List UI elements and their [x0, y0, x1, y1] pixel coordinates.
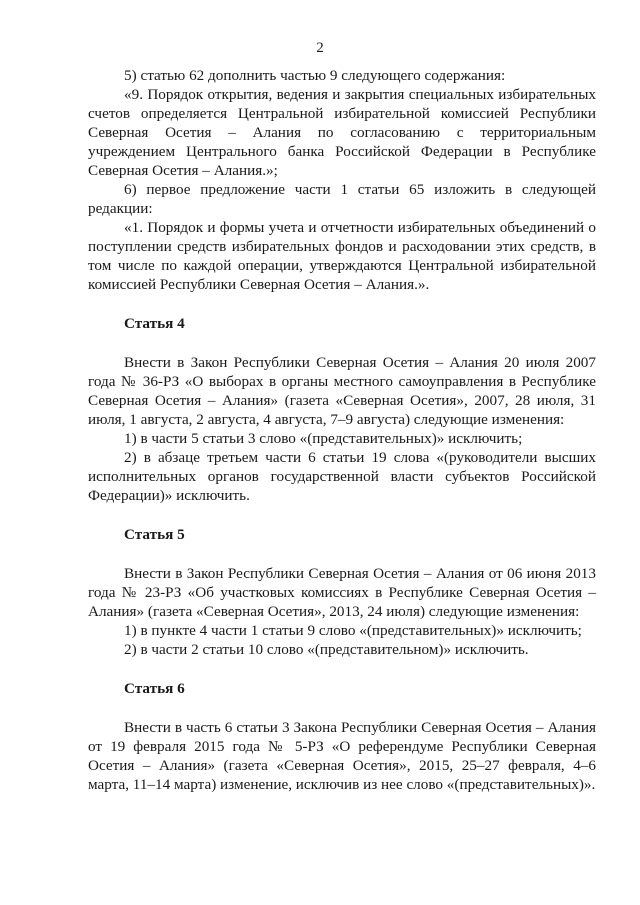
paragraph: 6) первое предложение части 1 статьи 65 изложить в следующей редакции:: [88, 181, 596, 217]
paragraph: Внести в Закон Республики Северная Осетия – Алания 20 июля 2007 года № 36-РЗ «О выборах в органы местного самоуправления в Республике Северная Осетия – Алания» (газета «Северная Осетия», 2007, 28 июля, 31 июля, 1 августа, 2 августа, 4 августа, 7–9 августа) следующие изменения:: [88, 354, 596, 428]
page-number: 2: [316, 40, 324, 56]
list-item: 1) в части 5 статьи 3 слово «(представительных)» исключить;: [124, 430, 523, 447]
article-heading: Статья 5: [124, 526, 185, 543]
paragraph: Внести в часть 6 статьи 3 Закона Республики Северная Осетия – Алания от 19 февраля 2015 года № 5-РЗ «О референдуме Республики Северная Осетия – Алания» (газета «Северная Осетия», 2015, 25–27 февраля, 4–6 марта, 11–14 марта) изменение, исключив из нее слово «(представительных)».: [88, 719, 596, 793]
paragraph: 5) статью 62 дополнить частью 9 следующего содержания:: [124, 67, 506, 84]
quoted-paragraph: «9. Порядок открытия, ведения и закрытия специальных избирательных счетов определяется Центральной избирательной комиссией Республики Северная Осетия – Алания по согласованию с территориальным учреждением Центрального банка Российской Федерации в Республике Северная Осетия – Алания.»;: [88, 86, 596, 179]
list-item: 2) в абзаце третьем части 6 статьи 19 слова «(руководители высших исполнительных органов государственной власти субъектов Российской Федерации)» исключить.: [88, 449, 596, 504]
list-item: 2) в части 2 статьи 10 слово «(представительном)» исключить.: [124, 641, 529, 658]
document-body: [88, 66, 596, 794]
article-heading: Статья 6: [124, 680, 185, 697]
paragraph: Внести в Закон Республики Северная Осетия – Алания от 06 июня 2013 года № 23-РЗ «Об участковых комиссиях в Республике Северная Осетия – Алания» (газета «Северная Осетия», 2013, 24 июля) следующие изменения:: [88, 565, 596, 620]
quoted-paragraph: «1. Порядок и формы учета и отчетности избирательных объединений о поступлении средств избирательных фондов и расходовании этих средств, в том числе по каждой операции, утверждаются Центральной избирательной комиссией Республики Северная Осетия – Алания.».: [88, 219, 596, 293]
list-item: 1) в пункте 4 части 1 статьи 9 слово «(представительных)» исключить;: [124, 622, 582, 639]
article-heading: Статья 4: [124, 315, 185, 332]
